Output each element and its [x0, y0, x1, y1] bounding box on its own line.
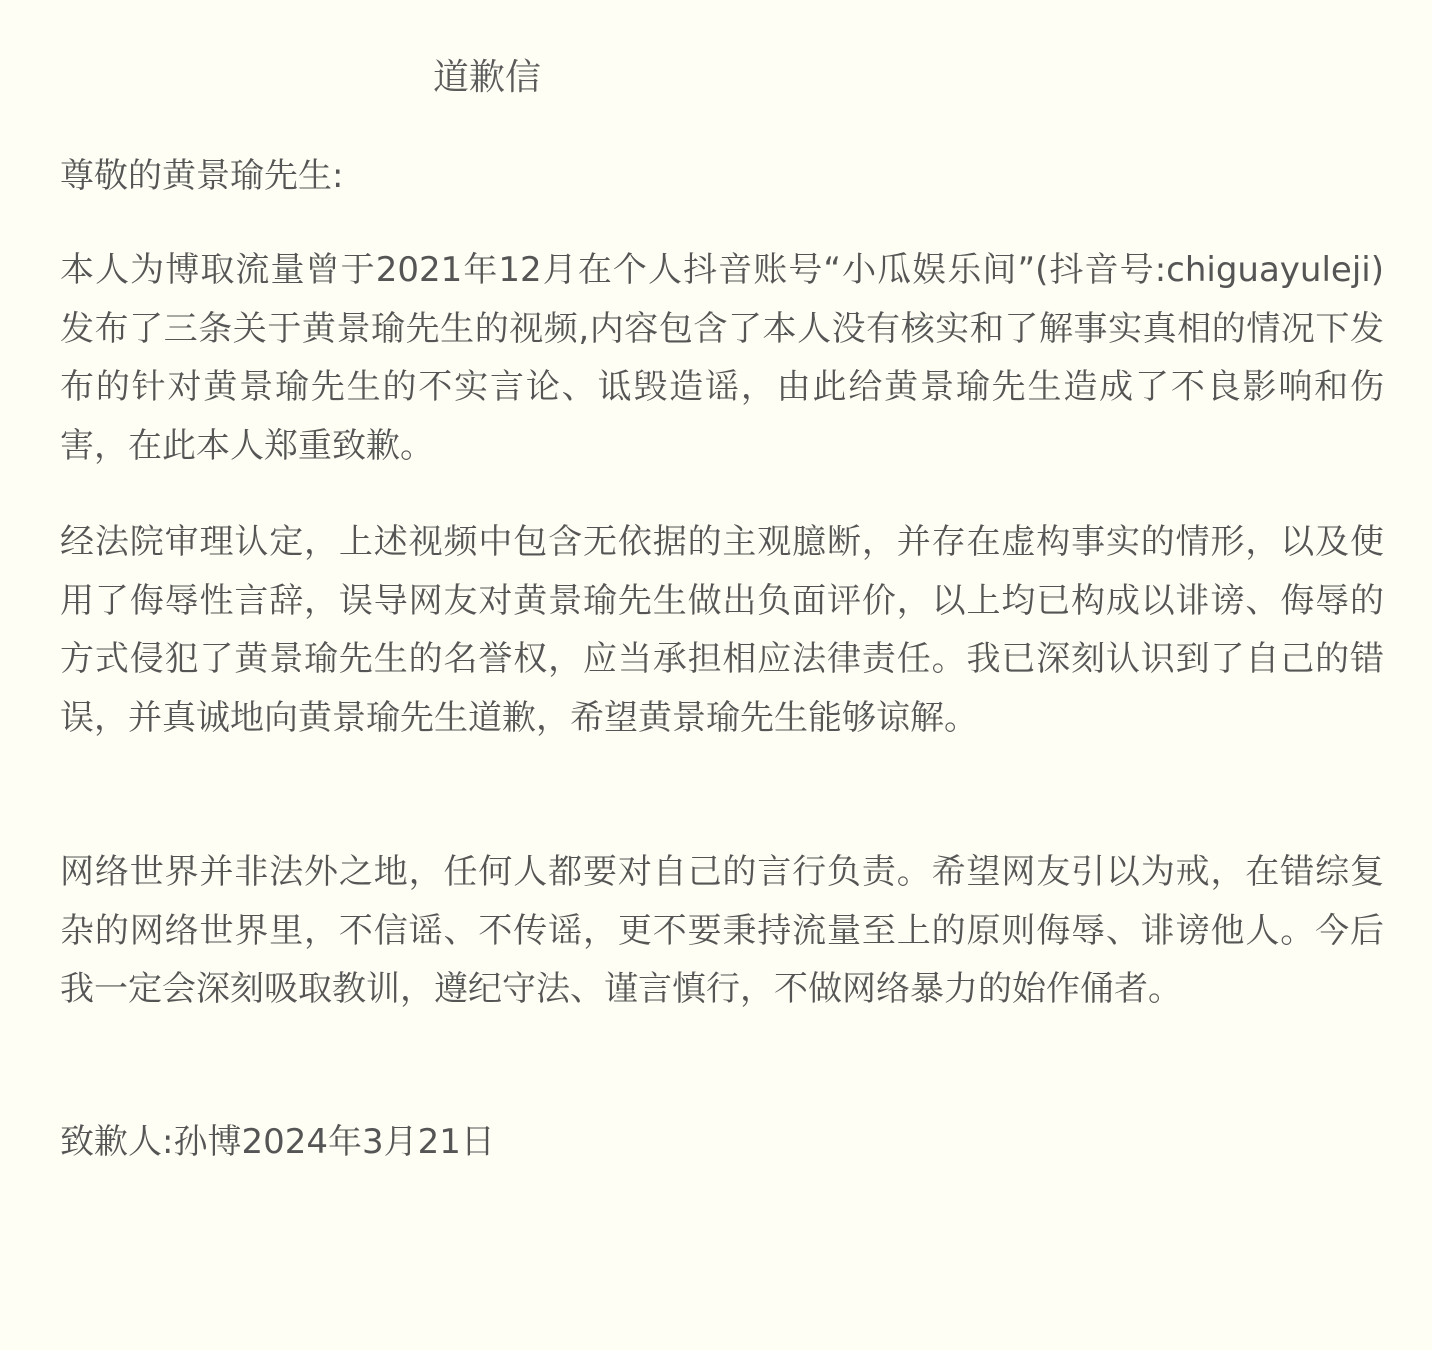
letter-paragraph-3: 网络世界并非法外之地，任何人都要对自己的言行负责。希望网友引以为戒，在错综复杂的网络世界里，不信谣、不传谣，更不要秉持流量至上的原则侮辱、诽谤他人。今后我一定会深刻吸取教训，遵纪守法、谨言慎行，不做网络暴力的始作俑者。 [60, 852, 1384, 1009]
letter-greeting: 尊敬的黄景瑜先生: [60, 156, 344, 196]
letter-signature: 致歉人:孙博2024年3月21日 [60, 1122, 495, 1162]
letter-paragraph-1: 本人为博取流量曾于2021年12月在个人抖音账号“小瓜娱乐间”(抖音号:chiguayuleji)发布了三条关于黄景瑜先生的视频,内容包含了本人没有核实和了解事实真相的情况下发布的针对黄景瑜先生的不实言论、诋毁造谣，由此给黄景瑜先生造成了不良影响和伤害，在此本人郑重致歉。 [60, 250, 1384, 466]
letter-paragraph-2: 经法院审理认定，上述视频中包含无依据的主观臆断，并存在虚构事实的情形，以及使用了侮辱性言辞，误导网友对黄景瑜先生做出负面评价，以上均已构成以诽谤、侮辱的方式侵犯了黄景瑜先生的名誉权，应当承担相应法律责任。我已深刻认识到了自己的错误，并真诚地向黄景瑜先生道歉，希望黄景瑜先生能够谅解。 [60, 522, 1384, 738]
letter-title: 道歉信 [433, 57, 542, 98]
